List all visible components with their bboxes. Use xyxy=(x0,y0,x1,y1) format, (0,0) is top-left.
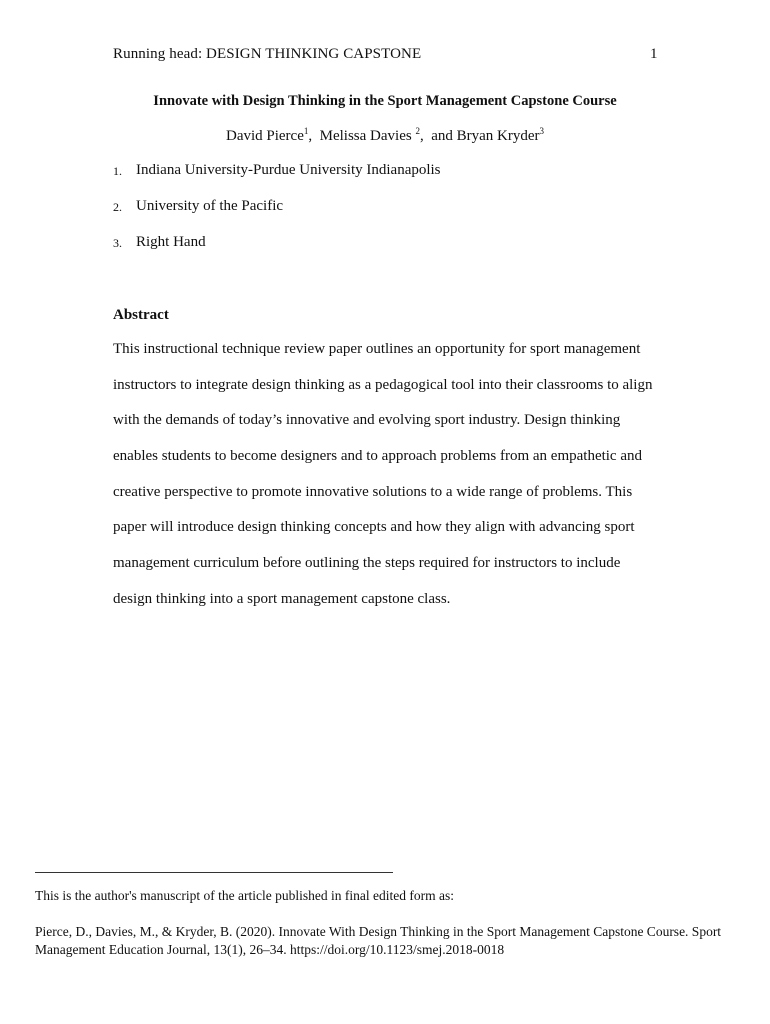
abstract-line: This instructional technique review paper outlines an opportunity for sport management xyxy=(113,341,641,357)
affiliation-item xyxy=(113,198,441,234)
affiliation-text: University of the Pacific xyxy=(136,198,284,214)
affiliation-number: 2. xyxy=(113,200,122,214)
author-affiliation-marker: 1 xyxy=(303,126,309,136)
footnote-divider xyxy=(35,872,393,873)
affiliation-text: Indiana University-Purdue University Indianapolis xyxy=(136,162,441,178)
affiliation-text: Right Hand xyxy=(136,234,206,250)
abstract-line: enables students to become designers and to approach problems from an empathetic and xyxy=(113,448,642,465)
abstract-line: with the demands of today’s innovative and evolving sport industry. Design thinking xyxy=(113,412,621,429)
paper-title: Innovate with Design Thinking in the Sport Management Capstone Course xyxy=(153,93,617,109)
author-name: Melissa Davies xyxy=(319,128,416,144)
abstract-body xyxy=(113,341,673,627)
author-name: Bryan Kryder xyxy=(456,128,540,144)
affiliation-number: 3. xyxy=(113,236,122,250)
author-name: David Pierce xyxy=(225,128,304,144)
author-separator: , and xyxy=(419,128,457,144)
author-list xyxy=(0,128,770,145)
affiliation-number: 1. xyxy=(113,164,122,178)
affiliation-item xyxy=(113,234,441,270)
citation xyxy=(35,923,747,959)
author-affiliation-marker: 3 xyxy=(539,126,545,136)
abstract-line: management curriculum before outlining the steps required for instructors to include xyxy=(113,555,621,572)
abstract-line: creative perspective to promote innovative solutions to a wide range of problems. This xyxy=(113,483,633,500)
author-separator: , xyxy=(308,128,320,144)
citation-line: Management Education Journal, 13(1), 26–34. https://doi.org/10.1123/smej.2018-0018 xyxy=(35,942,505,957)
footnote-intro: This is the author's manuscript of the article published in final edited form as: xyxy=(35,888,454,903)
affiliation-item xyxy=(113,162,441,198)
author-affiliation-marker: 2 xyxy=(415,126,420,136)
abstract-line: paper will introduce design thinking concepts and how they align with advancing sport xyxy=(113,519,635,536)
page-number: 1 xyxy=(650,46,658,62)
abstract-heading: Abstract xyxy=(113,307,169,323)
citation-line: Pierce, D., Davies, M., & Kryder, B. (2020). Innovate With Design Thinking in the Sport Management Capstone Course. Sport xyxy=(35,924,722,939)
abstract-line: design thinking into a sport management capstone class. xyxy=(113,590,451,607)
abstract-line: instructors to integrate design thinking as a pedagogical tool into their classrooms to align xyxy=(113,376,653,393)
affiliation-list xyxy=(113,162,441,270)
running-head: Running head: DESIGN THINKING CAPSTONE xyxy=(113,46,422,62)
